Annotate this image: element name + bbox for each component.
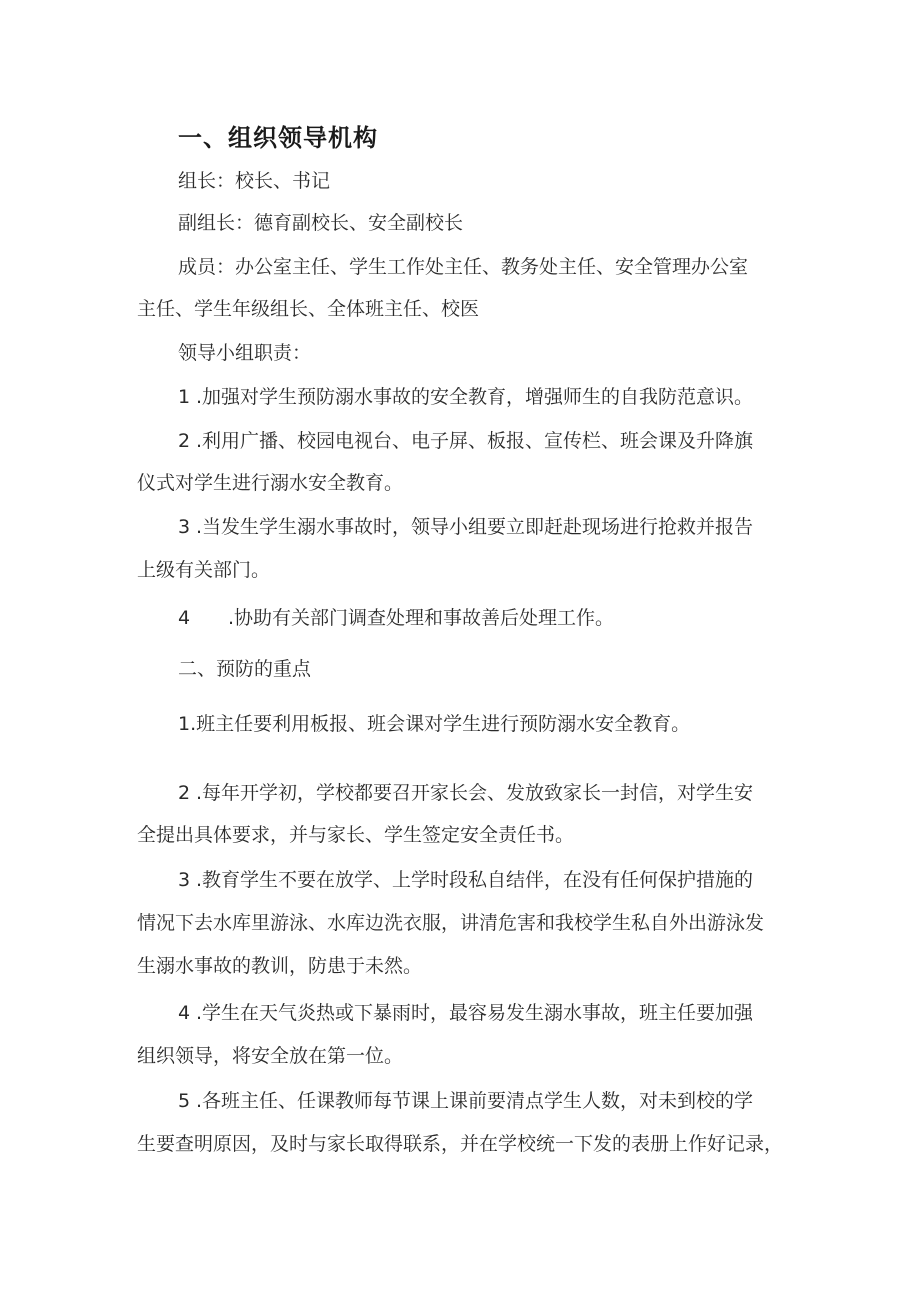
- prevention-item-3-number: 3: [178, 869, 191, 891]
- prevention-item-4-line-2: 组织领导，将安全放在第一位。: [137, 1045, 404, 1067]
- section-heading-organization: 一、组织领导机构: [178, 124, 378, 152]
- duty-1-text: .加强对学生预防溺水事故的安全教育，增强师生的自我防范意识。: [196, 386, 754, 408]
- duty-3-text-line-1: .当发生学生溺水事故时，领导小组要立即赶赴现场进行抢救并报告: [196, 516, 754, 538]
- prevention-item-3-line-1: .教育学生不要在放学、上学时段私自结伴，在没有任何保护措施的: [196, 869, 754, 891]
- duty-1-number: 1: [178, 386, 191, 408]
- leader-line: 组长：校长、书记: [178, 170, 331, 192]
- prevention-item-3-line-2: 情况下去水库里游泳、水库边洗衣服，讲清危害和我校学生私自外出游泳发: [137, 912, 765, 934]
- section-heading-prevention: 二、预防的重点: [178, 658, 312, 680]
- prevention-item-2-line-1: .每年开学初，学校都要召开家长会、发放致家长一封信，对学生安: [196, 782, 754, 804]
- prevention-item-4-number: 4: [178, 1002, 191, 1024]
- prevention-item-2-line-2: 全提出具体要求，并与家长、学生签定安全责任书。: [137, 824, 575, 846]
- duty-4-number: 4: [178, 607, 191, 629]
- duty-3-text-line-2: 上级有关部门。: [137, 559, 271, 581]
- prevention-item-5-line-1: .各班主任、任课教师每节课上课前要清点学生人数，对未到校的学: [196, 1090, 754, 1112]
- duty-2-text-line-1: .利用广播、校园电视台、电子屏、板报、宣传栏、班会课及升降旗: [196, 430, 754, 452]
- duties-title: 领导小组职责：: [178, 342, 312, 364]
- duty-2-number: 2: [178, 430, 191, 452]
- prevention-item-5-number: 5: [178, 1090, 191, 1112]
- duty-3-number: 3: [178, 516, 191, 538]
- deputy-line: 副组长：德育副校长、安全副校长: [178, 212, 464, 234]
- prevention-item-4-line-1: .学生在天气炎热或下暴雨时，最容易发生溺水事故，班主任要加强: [196, 1002, 754, 1024]
- duty-2-text-line-2: 仪式对学生进行溺水安全教育。: [137, 472, 404, 494]
- duty-4-text: .协助有关部门调查处理和事故善后处理工作。: [228, 607, 615, 629]
- members-line-2: 主任、学生年级组长、全体班主任、校医: [137, 298, 480, 320]
- prevention-item-3-line-3: 生溺水事故的教训，防患于未然。: [137, 955, 423, 977]
- prevention-item-5-line-2: 生要查明原因，及时与家长取得联系，并在学校统一下发的表册上作好记录，: [137, 1133, 784, 1155]
- members-line-1: 成员：办公室主任、学生工作处主任、教务处主任、安全管理办公室: [178, 256, 749, 278]
- prevention-item-2-number: 2: [178, 782, 191, 804]
- prevention-item-1: 1.班主任要利用板报、班会课对学生进行预防溺水安全教育。: [178, 713, 691, 735]
